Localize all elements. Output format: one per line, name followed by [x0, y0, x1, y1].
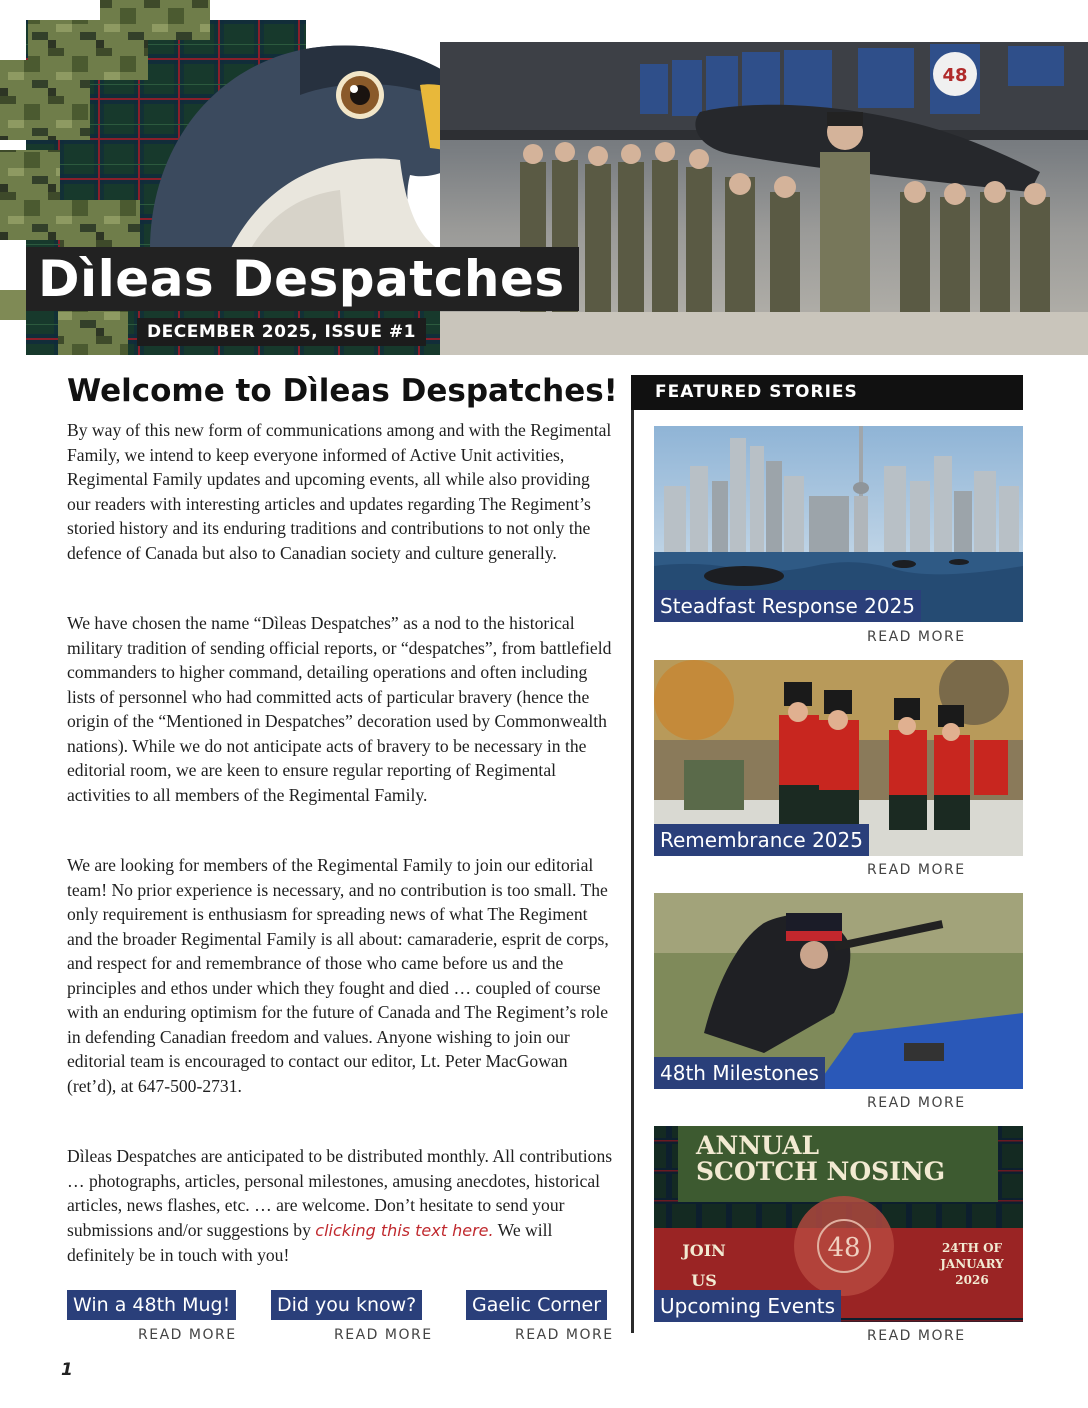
story-label[interactable]: Steadfast Response 2025: [654, 590, 921, 622]
read-more-link[interactable]: READ MORE: [138, 1327, 237, 1343]
poster-crest-number: 48: [827, 1233, 861, 1263]
poster-title-line2: SCOTCH NOSING: [696, 1157, 946, 1186]
tile-win-mug[interactable]: Win a 48th Mug!: [67, 1290, 236, 1320]
contributions-text-end: We will definitely be in touch with you!: [67, 1219, 553, 1265]
poster-join: JOIN: [682, 1241, 726, 1260]
banner-crest-number: 48: [942, 65, 968, 86]
contributions-text: Dìleas Despatches are anticipated to be distributed monthly. All contributions … photographs, articles, personal milestones, amusing anecdotes, historical articles, news flashes, etc. … are welcome. Don’t hesitate to send your submissions and/or suggestions by: [67, 1146, 613, 1240]
read-more-link[interactable]: READ MORE: [334, 1327, 433, 1343]
submission-link[interactable]: clicking this text here.: [315, 1220, 494, 1240]
story-label[interactable]: 48th Milestones: [654, 1057, 825, 1089]
story-steadfast-response[interactable]: [654, 426, 1023, 622]
poster-date-1: 24TH OF: [941, 1241, 1003, 1255]
article-paragraph: By way of this new form of communications among and with the Regimental Family, we intend to keep everyone informed of Active Unit activities, Regimental Family updates and upcoming events, all while also providing our readers with interesting articles and updates regarding The Regiment’s storied history and its enduring traditions and contributions to not only the defence of Canada but also to Canadian society and culture generally.: [67, 420, 612, 563]
story-48th-milestones[interactable]: [654, 893, 1023, 1089]
featured-stories-heading: FEATURED STORIES: [631, 375, 1023, 410]
masthead-title: Dìleas Despatches: [26, 247, 579, 311]
tile-did-you-know[interactable]: Did you know?: [271, 1290, 422, 1320]
story-label[interactable]: Upcoming Events: [654, 1290, 841, 1322]
page-headline: Welcome to Dìleas Despatches!: [67, 373, 618, 409]
read-more-link[interactable]: READ MORE: [867, 862, 966, 878]
issue-label: DECEMBER 2025, ISSUE #1: [137, 318, 426, 346]
article-paragraph: We are looking for members of the Regimental Family to join our editorial team! No prior experience is necessary, and no contribution is too small. The only requirement is enthusiasm for spreading news of what The Regiment and the broader Regimental Family is all about: camaraderie, esprit de corps, and respect for and remembrance of those who came before us and the principles and ethos under which they fought and died … coupled of course with an enduring optimism for the future of Canada and The Regiment’s role in defending Canadian freedom and values. Anyone wishing to join our editorial team is encouraged to contact our editor, Lt. Peter MacGowan (ret’d), at 647-500-2731.: [67, 855, 609, 1096]
poster-date-3: 2026: [955, 1273, 989, 1287]
story-label[interactable]: Remembrance 2025: [654, 824, 869, 856]
poster-us: US: [691, 1271, 717, 1290]
masthead: [0, 0, 1088, 355]
read-more-link[interactable]: READ MORE: [515, 1327, 614, 1343]
read-more-link[interactable]: READ MORE: [867, 1095, 966, 1111]
sidebar-divider: [631, 408, 634, 1333]
article-paragraph-contributions: [67, 1144, 615, 1268]
page-number: 1: [61, 1360, 73, 1380]
poster-date-2: JANUARY: [940, 1257, 1004, 1271]
read-more-link[interactable]: READ MORE: [867, 629, 966, 645]
poster-title-line1: ANNUAL: [696, 1131, 820, 1160]
story-upcoming-events[interactable]: [654, 1126, 1023, 1322]
article-paragraph: We have chosen the name “Dìleas Despatches” as a nod to the historical military tradition of sending official reports, or “despatches”, from battlefield commanders to higher command, detailing operations and often including lists of personnel who had committed acts of particular bravery (hence the origin of the “Mentioned in Despatches” decoration used by Commonwealth nations). While we do not anticipate acts of bravery to be necessary in the editorial room, we are keen to ensure regular reporting of Regimental activities to all members of the Regimental Family.: [67, 613, 612, 805]
read-more-link[interactable]: READ MORE: [867, 1328, 966, 1344]
tile-gaelic-corner[interactable]: Gaelic Corner: [466, 1290, 607, 1320]
story-remembrance[interactable]: [654, 660, 1023, 856]
